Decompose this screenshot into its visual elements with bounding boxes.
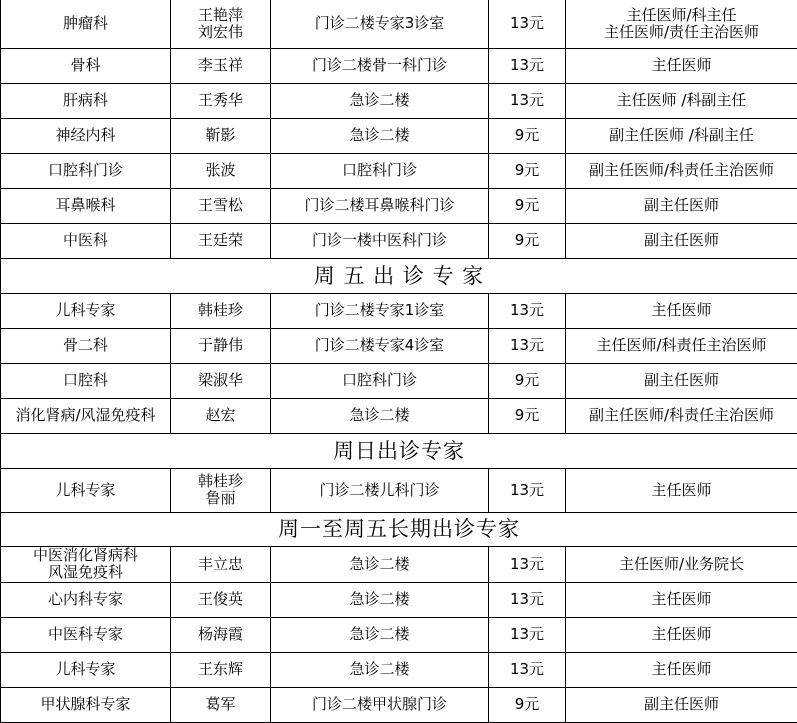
doctor-cell: 丰立忠 [171,546,271,582]
title-cell: 主任医师 [566,48,797,83]
title-cell: 副主任医师 [566,363,797,398]
doctor-cell: 韩桂珍 鲁丽 [171,468,271,512]
doctor-cell: 梁淑华 [171,363,271,398]
fee-cell: 9元 [489,398,566,433]
doctor-cell: 杨海霞 [171,617,271,652]
title-cell: 副主任医师 [566,188,797,223]
title-cell: 副主任医师 [566,687,797,722]
department-cell: 儿科专家 [1,293,171,328]
fee-cell: 9元 [489,363,566,398]
department-cell: 中医消化肾病科 风湿免疫科 [1,546,171,582]
department-cell: 心内科专家 [1,582,171,617]
table-row [1,328,797,363]
doctor-cell: 王俊英 [171,582,271,617]
title-cell: 主任医师/科主任 主任医师/责任主治医师 [566,0,797,48]
fee-cell: 13元 [489,582,566,617]
fee-cell: 13元 [489,617,566,652]
doctor-cell: 李玉祥 [171,48,271,83]
section-heading-row [1,433,797,468]
department-cell: 中医科专家 [1,617,171,652]
department-cell: 肿瘤科 [1,0,171,48]
doctor-cell: 王艳萍 刘宏伟 [171,0,271,48]
doctor-cell: 王东辉 [171,652,271,687]
title-cell: 主任医师 [566,293,797,328]
location-cell: 急诊二楼 [271,83,489,118]
table-row [1,118,797,153]
title-cell: 副主任医师 [566,223,797,258]
location-cell: 急诊二楼 [271,617,489,652]
department-cell: 儿科专家 [1,468,171,512]
table-row [1,0,797,48]
table-row [1,83,797,118]
department-cell: 骨科 [1,48,171,83]
location-cell: 急诊二楼 [271,652,489,687]
table-row [1,687,797,722]
location-cell: 门诊二楼专家4诊室 [271,328,489,363]
location-cell: 门诊二楼专家1诊室 [271,293,489,328]
location-cell: 门诊二楼骨一科门诊 [271,48,489,83]
doctor-cell: 韩桂珍 [171,293,271,328]
fee-cell: 13元 [489,468,566,512]
fee-cell: 9元 [489,153,566,188]
location-cell: 急诊二楼 [271,582,489,617]
location-cell: 急诊二楼 [271,398,489,433]
department-cell: 骨二科 [1,328,171,363]
doctor-cell: 葛军 [171,687,271,722]
title-cell: 副主任医师/科责任主治医师 [566,398,797,433]
fee-cell: 13元 [489,293,566,328]
department-cell: 中医科 [1,223,171,258]
section-heading-row [1,512,797,546]
location-cell: 门诊二楼儿科门诊 [271,468,489,512]
location-cell: 口腔科门诊 [271,153,489,188]
doctor-cell: 赵宏 [171,398,271,433]
fee-cell: 13元 [489,48,566,83]
fee-cell: 13元 [489,0,566,48]
table-row [1,582,797,617]
table-row [1,293,797,328]
department-cell: 儿科专家 [1,652,171,687]
table-row [1,468,797,512]
doctor-cell: 王雪松 [171,188,271,223]
department-cell: 神经内科 [1,118,171,153]
section-heading: 周日出诊专家 [1,433,797,468]
fee-cell: 9元 [489,188,566,223]
department-cell: 消化肾病/风湿免疫科 [1,398,171,433]
doctor-cell: 王秀华 [171,83,271,118]
table-row [1,617,797,652]
location-cell: 急诊二楼 [271,546,489,582]
title-cell: 主任医师 [566,582,797,617]
table-row [1,652,797,687]
section-heading-row [1,258,797,293]
table-row [1,48,797,83]
table-row [1,223,797,258]
location-cell: 门诊二楼专家3诊室 [271,0,489,48]
table-row [1,546,797,582]
location-cell: 门诊二楼耳鼻喉科门诊 [271,188,489,223]
table-row [1,153,797,188]
title-cell: 主任医师 [566,652,797,687]
fee-cell: 9元 [489,687,566,722]
fee-cell: 9元 [489,118,566,153]
location-cell: 门诊二楼甲状腺门诊 [271,687,489,722]
department-cell: 肝病科 [1,83,171,118]
schedule-body [1,0,797,722]
title-cell: 副主任医师 /科副主任 [566,118,797,153]
location-cell: 口腔科门诊 [271,363,489,398]
fee-cell: 9元 [489,223,566,258]
department-cell: 耳鼻喉科 [1,188,171,223]
fee-cell: 13元 [489,652,566,687]
fee-cell: 13元 [489,83,566,118]
title-cell: 主任医师/业务院长 [566,546,797,582]
department-cell: 甲状腺科专家 [1,687,171,722]
doctor-cell: 靳影 [171,118,271,153]
doctor-cell: 于静伟 [171,328,271,363]
table-row [1,188,797,223]
title-cell: 主任医师 /科副主任 [566,83,797,118]
department-cell: 口腔科 [1,363,171,398]
section-heading: 周一至周五长期出诊专家 [1,512,797,546]
title-cell: 主任医师/科责任主治医师 [566,328,797,363]
doctor-cell: 张波 [171,153,271,188]
fee-cell: 13元 [489,546,566,582]
title-cell: 主任医师 [566,617,797,652]
location-cell: 门诊一楼中医科门诊 [271,223,489,258]
fee-cell: 13元 [489,328,566,363]
doctor-cell: 王廷荣 [171,223,271,258]
table-row [1,398,797,433]
table-row [1,363,797,398]
department-cell: 口腔科门诊 [1,153,171,188]
section-heading: 周 五 出 诊 专 家 [1,258,797,293]
location-cell: 急诊二楼 [271,118,489,153]
title-cell: 副主任医师/科责任主治医师 [566,153,797,188]
title-cell: 主任医师 [566,468,797,512]
